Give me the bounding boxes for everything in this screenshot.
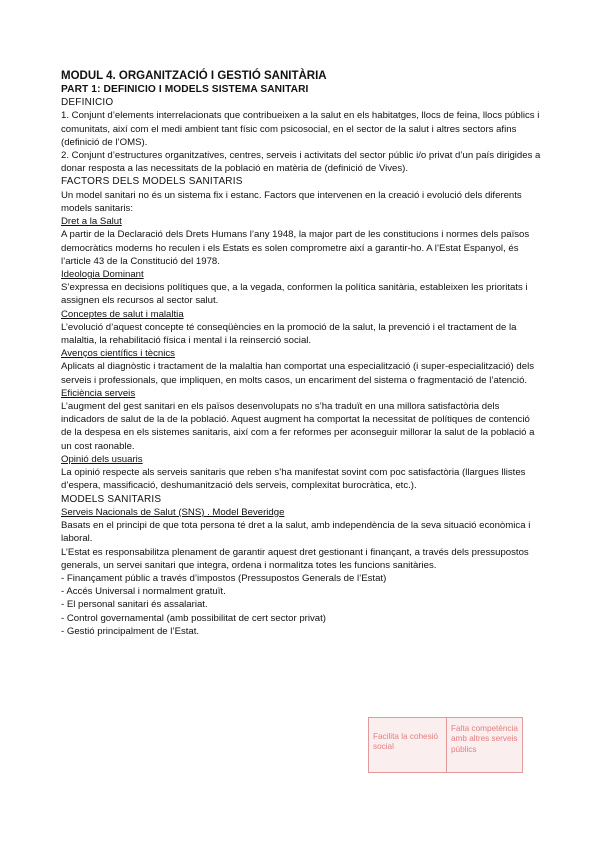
annotation-box (368, 717, 523, 773)
list-item: - Finançament públic a través d’impostos (Pressupostos Generals de l’Estat) (61, 572, 387, 584)
factor-text: L’augment del gest sanitari en els països desenvolupats no s’ha traduït en una millora satisfactòria dels indicadors de salut de la de la població. Aquest augment ha comportat la necessitat de polítiques de contenció de la despesa en els sistemes sanitaris, així com a fer reformes per aconseguir millorar la salut de la població a un cost raonable. (61, 401, 535, 452)
document-body (61, 69, 543, 638)
factor-title: Opinió dels usuaris (61, 453, 143, 465)
definition-paragraph-1: 1. Conjunt d’elements interrelacionats que contribueixen a la salut en els habitatges, llocs de feina, llocs públics i comunitats, així com el medi ambient tant físic com psicosocial, en el sector de la salut i altres sectors afins (definició de l’OMS). (61, 110, 540, 148)
list-item: - Gestió principalment de l’Estat. (61, 625, 200, 637)
sns-paragraph-2: L’Estat es responsabilitza plenament de garantir aquest dret gestionant i finançant, a través dels pressupostos generals, un servei sanitari que integra, ordena i normalitza totes les funcions sanitàries. (61, 546, 529, 571)
factor-title: Conceptes de salut i malaltia (61, 308, 184, 320)
sns-paragraph-1: Basats en el principi de que tota persona té dret a la salut, amb independència de la seva situació econòmica i laboral. (61, 520, 531, 545)
factor-title: Dret a la Salut (61, 216, 122, 228)
part-heading: PART 1: DEFINICIO I MODELS SISTEMA SANITARI (61, 84, 309, 95)
factor-title: Eficiència serveis (61, 387, 136, 399)
factor-title: Ideologia Dominant (61, 269, 144, 281)
annotation-con: Falta competència amb altres serveis públics (451, 724, 518, 754)
factor-text: L’evolució d’aquest concepte té conseqüències en la promoció de la salut, la prevenció i el tractament de la malaltia, la rehabilitació física i mental i la reinserció social. (61, 321, 517, 347)
document-title: MODUL 4. ORGANITZACIÓ I GESTIÓ SANITÀRIA (61, 70, 327, 82)
annotation-pro: Facilita la cohesió social (369, 718, 447, 772)
factors-intro: Un model sanitari no és un sistema fix i estanc. Factors que intervenen en la creació i evolució dels diferents models sanitaris: (61, 189, 522, 215)
factor-title: Avenços científics i tècnics (61, 348, 175, 360)
factor-text: A partir de la Declaració dels Drets Humans l’any 1948, la major part de les constitucions i normes dels països democràtics moderns ho reculen i els Estats es solen comprometre així a garantir-ho. A l’Estat Espanyol, és l’article 43 de la Constitució del 1978. (61, 229, 530, 267)
section-heading-definicio: DEFINICIO (61, 97, 114, 108)
list-item: - Accés Universal i normalment gratuït. (61, 586, 226, 598)
sns-title: Serveis Nacionals de Salut (SNS) . Model Beveridge (61, 506, 285, 518)
section-heading-models: MODELS SANITARIS (61, 493, 162, 505)
definition-paragraph-2: 2. Conjunt d’estructures organitzatives, centres, serveis i activitats del sector públic i/o privat d’un país dirigides a donar resposta a las necessitats de la població en matèria de (definició de Vives). (61, 150, 541, 175)
list-item: - El personal sanitari és assalariat. (61, 599, 208, 611)
list-item: - Control governamental (amb possibilitat de cert sector privat) (61, 612, 327, 624)
factor-text: Aplicats al diagnòstic i tractament de la malaltia han comportat una especialització (i super-especialització) dels serveis i professionals, que impliquen, en molts casos, un encariment del sistema o fragmentació de l’atenció. (61, 361, 534, 386)
factor-text: La opinió respecte als serveis sanitaris que reben s’ha manifestat sovint com poc satisfactòria (llargues llistes d’espera, massificació, deshumanització dels serveis, complexitat burocràtica, etc.). (61, 467, 526, 492)
section-heading-factors: FACTORS DELS MODELS SANITARIS (61, 176, 243, 188)
factor-text: S’expressa en decisions polítiques que, a la vegada, conformen la política sanitària, estableixen les prioritats i assignen els recursos al sector salut. (61, 282, 528, 307)
sns-features-list (61, 572, 387, 638)
